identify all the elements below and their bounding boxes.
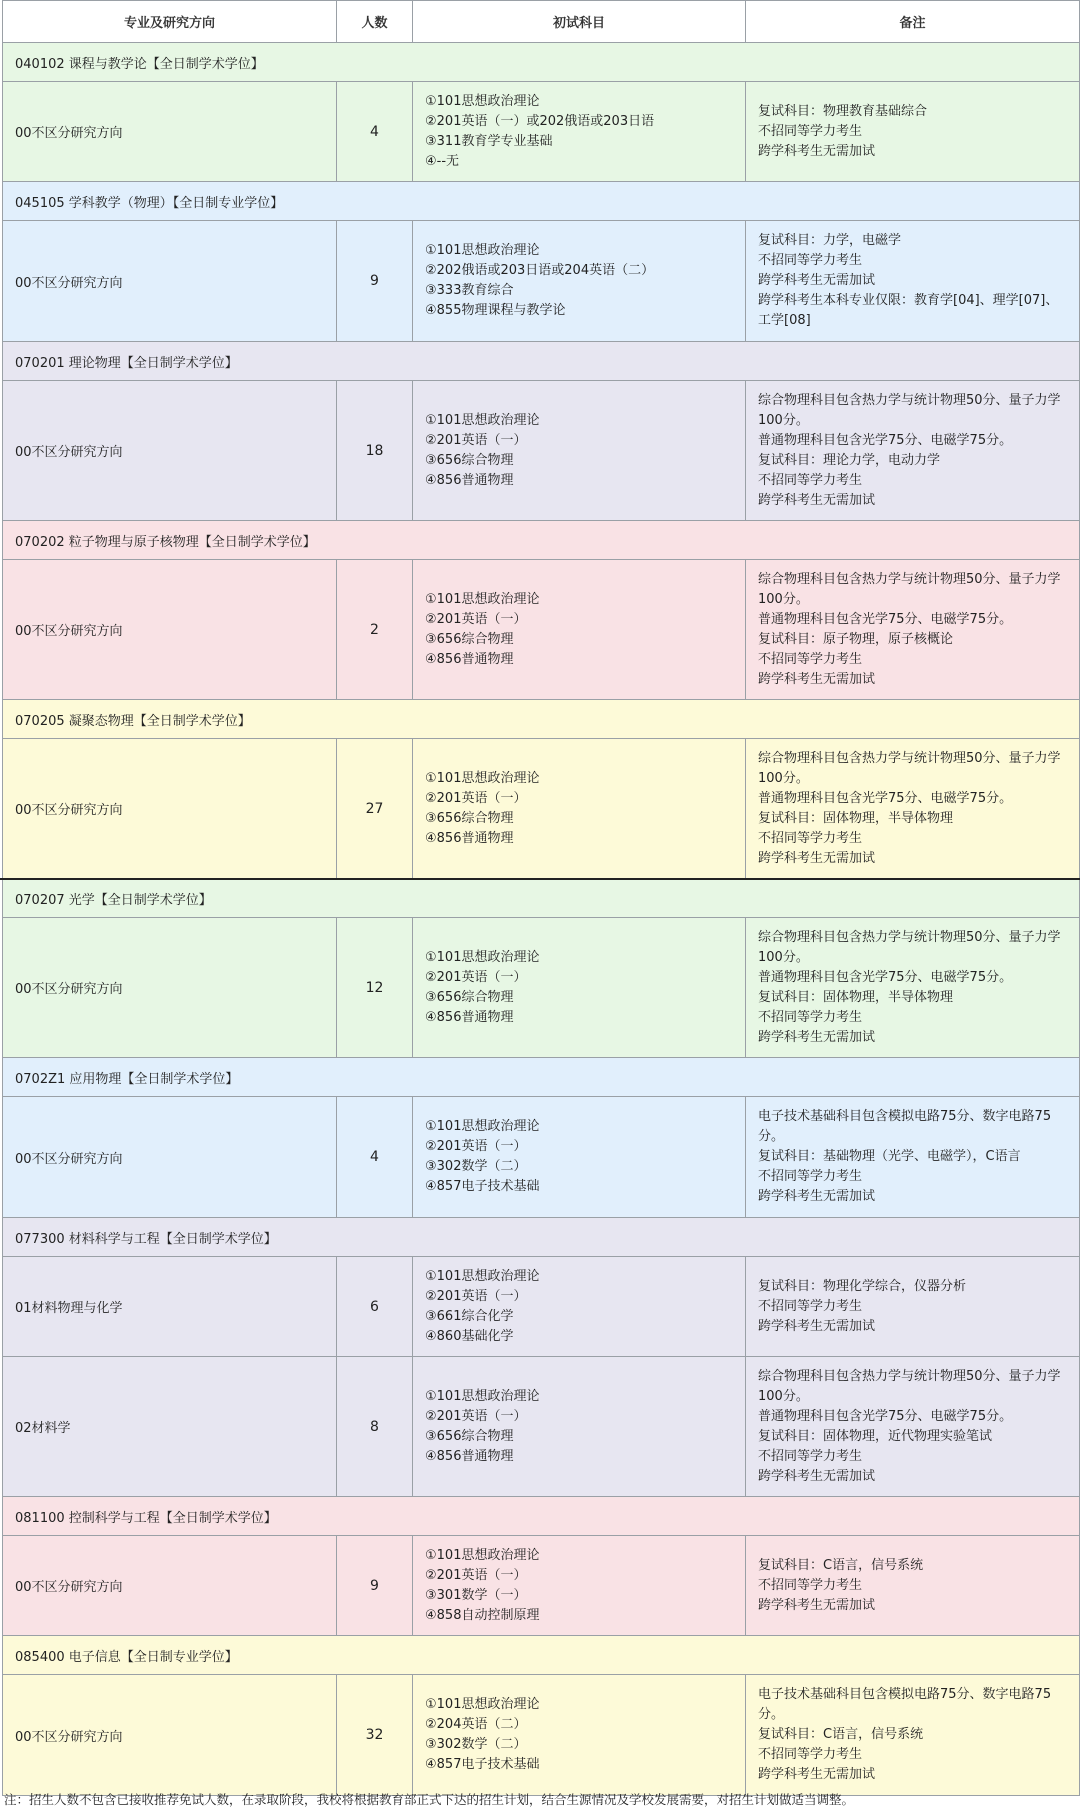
- exam-subject: ④860基础化学: [425, 1328, 514, 1344]
- table-row: [3, 1675, 1080, 1796]
- exam-subject: ②201英语（一）: [425, 1408, 527, 1424]
- note-line: 复试科目：C语言，信号系统: [758, 1557, 924, 1573]
- table-row: [3, 1357, 1080, 1497]
- exam-subject: ③656综合物理: [425, 1428, 514, 1444]
- note-line: 不招同等学力考生: [758, 472, 863, 488]
- exam-subjects-cell: [413, 560, 746, 700]
- exam-subject: ④856普通物理: [425, 1448, 514, 1464]
- research-direction: 00不区分研究方向: [3, 1675, 337, 1796]
- note-line: 综合物理科目包含热力学与统计物理50分、量子力学100分。: [758, 1368, 1061, 1404]
- note-line: 不招同等学力考生: [758, 123, 863, 139]
- enrollment-count: 4: [337, 1097, 413, 1218]
- note-line: 不招同等学力考生: [758, 1448, 863, 1464]
- note-line: 普通物理科目包含光学75分、电磁学75分。: [758, 790, 1013, 806]
- notes-cell: [746, 82, 1080, 182]
- exam-subject: ③661综合化学: [425, 1308, 514, 1324]
- exam-subject: ②201英语（一）: [425, 1288, 527, 1304]
- exam-subjects-cell: [413, 221, 746, 342]
- page-split-divider: [0, 878, 1080, 880]
- header-major-direction: 专业及研究方向: [3, 1, 337, 43]
- section-title: 081100 控制科学与工程【全日制学术学位】: [3, 1497, 1080, 1536]
- exam-subjects-cell: [413, 1097, 746, 1218]
- notes-cell: [746, 1675, 1080, 1796]
- notes-cell: [746, 1536, 1080, 1636]
- note-line: 跨学科考生无需加试: [758, 1468, 876, 1484]
- note-line: 综合物理科目包含热力学与统计物理50分、量子力学100分。: [758, 750, 1061, 786]
- section-title: 070205 凝聚态物理【全日制学术学位】: [3, 700, 1080, 739]
- notes-cell: [746, 1357, 1080, 1497]
- enrollment-count: 4: [337, 82, 413, 182]
- exam-subject: ②201英语（一）: [425, 1567, 527, 1583]
- exam-subjects-cell: [413, 1257, 746, 1357]
- research-direction: 00不区分研究方向: [3, 1097, 337, 1218]
- exam-subject: ②201英语（一）: [425, 611, 527, 627]
- exam-subject: ④857电子技术基础: [425, 1179, 540, 1194]
- exam-subject: ③302数学（二）: [425, 1159, 527, 1174]
- enrollment-count: 12: [337, 918, 413, 1058]
- section-header-row: [3, 182, 1080, 221]
- exam-subject: ①101思想政治理论: [425, 1697, 540, 1712]
- exam-subject: ②201英语（一）: [425, 969, 527, 985]
- exam-subject: ②204英语（二）: [425, 1717, 527, 1732]
- exam-subject: ②201英语（一）: [425, 1139, 527, 1154]
- exam-subject: ④855物理课程与教学论: [425, 303, 566, 318]
- section-title: 070202 粒子物理与原子核物理【全日制学术学位】: [3, 521, 1080, 560]
- exam-subject: ①101思想政治理论: [425, 770, 540, 786]
- note-line: 电子技术基础科目包含模拟电路75分、数字电路75分。: [758, 1687, 1052, 1722]
- enrollment-count: 8: [337, 1357, 413, 1497]
- section-header-row: [3, 521, 1080, 560]
- note-line: 复试科目：固体物理，近代物理实验笔试: [758, 1428, 993, 1444]
- header-exam-subjects: 初试科目: [413, 1, 746, 43]
- section-header-row: [3, 1636, 1080, 1675]
- table-body: [3, 43, 1080, 1796]
- note-line: 复试科目：基础物理（光学、电磁学），C语言: [758, 1149, 1021, 1164]
- exam-subject: ①101思想政治理论: [425, 591, 540, 607]
- research-direction: 02材料学: [3, 1357, 337, 1497]
- section-title: 040102 课程与教学论【全日制学术学位】: [3, 43, 1080, 82]
- enrollment-count: 9: [337, 221, 413, 342]
- enrollment-count: 6: [337, 1257, 413, 1357]
- note-line: 跨学科考生无需加试: [758, 850, 876, 866]
- notes-cell: [746, 221, 1080, 342]
- research-direction: 00不区分研究方向: [3, 381, 337, 521]
- table-row: [3, 1097, 1080, 1218]
- notes-cell: [746, 560, 1080, 700]
- section-header-row: [3, 1058, 1080, 1097]
- exam-subject: ③656综合物理: [425, 989, 514, 1005]
- header-count: 人数: [337, 1, 413, 43]
- exam-subjects-cell: [413, 1536, 746, 1636]
- research-direction: 00不区分研究方向: [3, 560, 337, 700]
- note-line: 不招同等学力考生: [758, 1747, 863, 1762]
- section-title: 045105 学科教学（物理）【全日制专业学位】: [3, 182, 1080, 221]
- section-title: 077300 材料科学与工程【全日制学术学位】: [3, 1218, 1080, 1257]
- exam-subjects-cell: [413, 739, 746, 879]
- enrollment-count: 2: [337, 560, 413, 700]
- exam-subject: ④856普通物理: [425, 651, 514, 667]
- section-title: 070207 光学【全日制学术学位】: [3, 879, 1080, 918]
- notes-cell: [746, 1097, 1080, 1218]
- note-line: 普通物理科目包含光学75分、电磁学75分。: [758, 1408, 1013, 1424]
- exam-subject: ④--无: [425, 153, 460, 169]
- exam-subject: ①101思想政治理论: [425, 1547, 540, 1563]
- enrollment-count: 18: [337, 381, 413, 521]
- exam-subject: ④856普通物理: [425, 472, 514, 488]
- exam-subject: ③656综合物理: [425, 631, 514, 647]
- table-row: [3, 381, 1080, 521]
- header-notes: 备注: [746, 1, 1080, 43]
- note-line: 复试科目：固体物理，半导体物理: [758, 810, 954, 826]
- exam-subject: ③311教育学专业基础: [425, 133, 553, 149]
- section-title: 085400 电子信息【全日制专业学位】: [3, 1636, 1080, 1675]
- notes-cell: [746, 739, 1080, 879]
- research-direction: 01材料物理与化学: [3, 1257, 337, 1357]
- exam-subjects-cell: [413, 918, 746, 1058]
- exam-subjects-cell: [413, 82, 746, 182]
- admissions-table: [2, 0, 1080, 1796]
- note-line: 复试科目：理论力学，电动力学: [758, 452, 941, 468]
- note-line: 电子技术基础科目包含模拟电路75分、数字电路75分。: [758, 1109, 1052, 1144]
- note-line: 不招同等学力考生: [758, 1009, 863, 1025]
- section-header-row: [3, 43, 1080, 82]
- exam-subject: ③302数学（二）: [425, 1737, 527, 1752]
- note-line: 不招同等学力考生: [758, 830, 863, 846]
- research-direction: 00不区分研究方向: [3, 221, 337, 342]
- note-line: 不招同等学力考生: [758, 651, 863, 667]
- note-line: 跨学科考生无需加试: [758, 492, 876, 508]
- note-line: 跨学科考生无需加试: [758, 143, 876, 159]
- table-row: [3, 82, 1080, 182]
- section-header-row: [3, 1497, 1080, 1536]
- note-line: 不招同等学力考生: [758, 1577, 863, 1593]
- exam-subject: ③301数学（一）: [425, 1587, 527, 1603]
- note-line: 复试科目：固体物理，半导体物理: [758, 989, 954, 1005]
- exam-subject: ③656综合物理: [425, 810, 514, 826]
- exam-subject: ①101思想政治理论: [425, 1119, 540, 1134]
- research-direction: 00不区分研究方向: [3, 739, 337, 879]
- exam-subject: ②202俄语或203日语或204英语（二）: [425, 263, 655, 278]
- footnote: 注：招生人数不包含已接收推荐免试人数，在录取阶段，我校将根据教育部正式下达的招生计划，结合生源情况及学校发展需要，对招生计划做适当调整。: [4, 1792, 855, 1807]
- table-row: [3, 1257, 1080, 1357]
- exam-subjects-cell: [413, 1675, 746, 1796]
- table-row: [3, 1536, 1080, 1636]
- exam-subject: ④858自动控制原理: [425, 1607, 540, 1623]
- exam-subject: ④857电子技术基础: [425, 1757, 540, 1772]
- exam-subject: ①101思想政治理论: [425, 1388, 540, 1404]
- note-line: 普通物理科目包含光学75分、电磁学75分。: [758, 611, 1013, 627]
- table-row: [3, 560, 1080, 700]
- section-title: 070201 理论物理【全日制学术学位】: [3, 342, 1080, 381]
- note-line: 普通物理科目包含光学75分、电磁学75分。: [758, 969, 1013, 985]
- exam-subject: ④856普通物理: [425, 830, 514, 846]
- exam-subjects-cell: [413, 1357, 746, 1497]
- note-line: 复试科目：物理教育基础综合: [758, 103, 928, 119]
- notes-cell: [746, 381, 1080, 521]
- research-direction: 00不区分研究方向: [3, 918, 337, 1058]
- research-direction: 00不区分研究方向: [3, 1536, 337, 1636]
- section-header-row: [3, 1218, 1080, 1257]
- note-line: 复试科目：原子物理，原子核概论: [758, 631, 954, 647]
- note-line: 跨学科考生无需加试: [758, 273, 876, 288]
- enrollment-count: 32: [337, 1675, 413, 1796]
- note-line: 综合物理科目包含热力学与统计物理50分、量子力学100分。: [758, 571, 1061, 607]
- exam-subject: ①101思想政治理论: [425, 1268, 540, 1284]
- section-header-row: [3, 342, 1080, 381]
- exam-subject: ①101思想政治理论: [425, 243, 540, 258]
- note-line: 跨学科考生无需加试: [758, 671, 876, 687]
- enrollment-count: 9: [337, 1536, 413, 1636]
- enrollment-count: 27: [337, 739, 413, 879]
- exam-subject: ③333教育综合: [425, 283, 514, 298]
- exam-subject: ②201英语（一）或202俄语或203日语: [425, 113, 655, 129]
- note-line: 普通物理科目包含光学75分、电磁学75分。: [758, 432, 1013, 448]
- note-line: 复试科目：物理化学综合，仪器分析: [758, 1278, 967, 1294]
- note-line: 跨学科考生无需加试: [758, 1189, 876, 1204]
- exam-subject: ②201英语（一）: [425, 432, 527, 448]
- notes-cell: [746, 1257, 1080, 1357]
- section-title: 0702Z1 应用物理【全日制学术学位】: [3, 1058, 1080, 1097]
- note-line: 跨学科考生无需加试: [758, 1597, 876, 1613]
- note-line: 跨学科考生本科专业仅限：教育学[04]、理学[07]、工学[08]: [758, 293, 1059, 328]
- note-line: 复试科目：力学，电磁学: [758, 233, 902, 248]
- research-direction: 00不区分研究方向: [3, 82, 337, 182]
- exam-subject: ②201英语（一）: [425, 790, 527, 806]
- table-header-row: [3, 1, 1080, 43]
- note-line: 不招同等学力考生: [758, 253, 863, 268]
- note-line: 跨学科考生无需加试: [758, 1767, 876, 1782]
- section-header-row: [3, 700, 1080, 739]
- note-line: 复试科目：C语言，信号系统: [758, 1727, 924, 1742]
- note-line: 跨学科考生无需加试: [758, 1029, 876, 1045]
- note-line: 综合物理科目包含热力学与统计物理50分、量子力学100分。: [758, 392, 1061, 428]
- note-line: 不招同等学力考生: [758, 1169, 863, 1184]
- note-line: 跨学科考生无需加试: [758, 1318, 876, 1334]
- note-line: 综合物理科目包含热力学与统计物理50分、量子力学100分。: [758, 929, 1061, 965]
- table-row: [3, 221, 1080, 342]
- note-line: 不招同等学力考生: [758, 1298, 863, 1314]
- exam-subject: ①101思想政治理论: [425, 949, 540, 965]
- section-header-row: [3, 879, 1080, 918]
- exam-subjects-cell: [413, 381, 746, 521]
- notes-cell: [746, 918, 1080, 1058]
- table-row: [3, 739, 1080, 879]
- table-row: [3, 918, 1080, 1058]
- exam-subject: ①101思想政治理论: [425, 93, 540, 109]
- exam-subject: ③656综合物理: [425, 452, 514, 468]
- exam-subject: ①101思想政治理论: [425, 412, 540, 428]
- exam-subject: ④856普通物理: [425, 1009, 514, 1025]
